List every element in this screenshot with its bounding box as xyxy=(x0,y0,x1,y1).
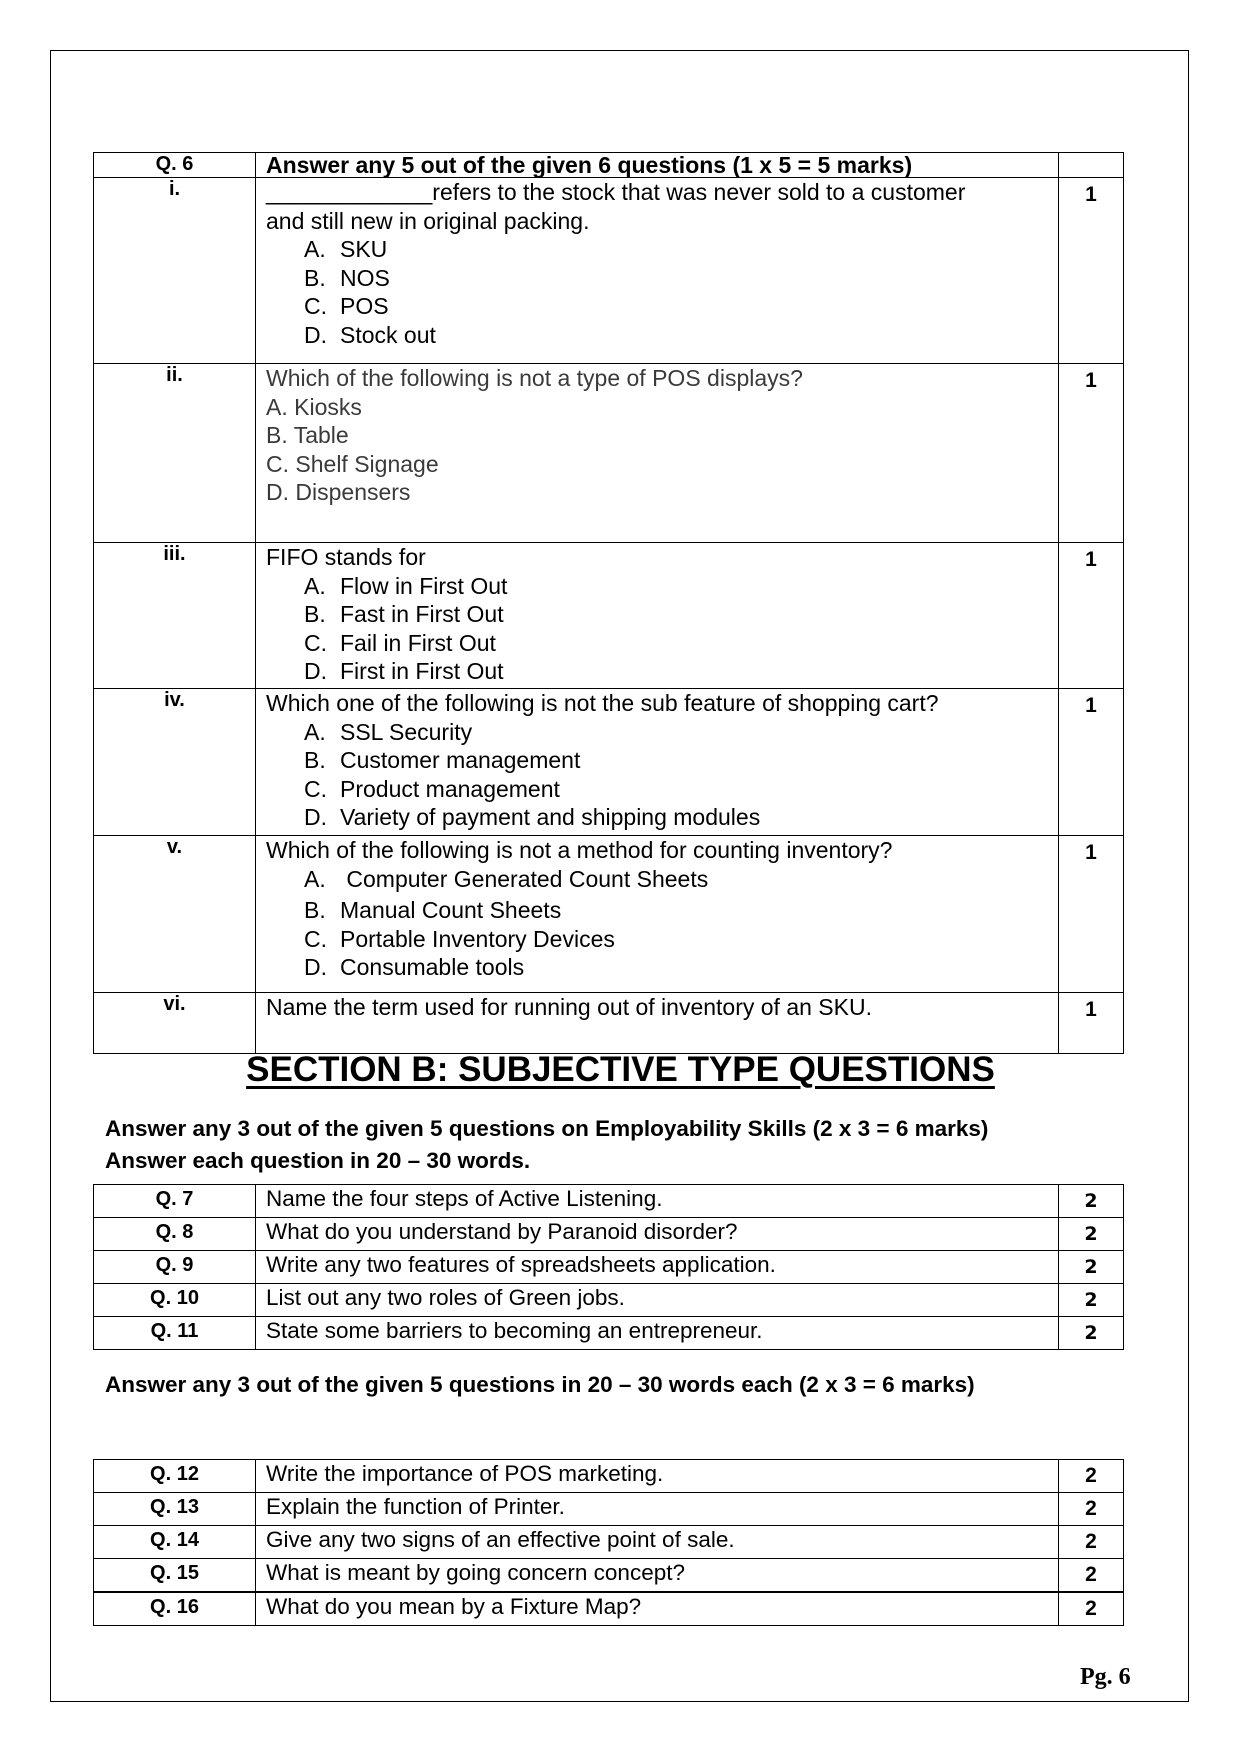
question-text: Write any two features of spreadsheets application. xyxy=(256,1251,1059,1284)
page-number: Pg. 6 xyxy=(1080,1664,1131,1690)
option-b: B. Fast in First Out xyxy=(304,601,504,628)
table-row xyxy=(94,1317,1124,1350)
question-text xyxy=(256,364,1059,543)
marks-value: 1 xyxy=(1059,178,1124,364)
question-text xyxy=(256,543,1059,689)
table-row xyxy=(94,1493,1124,1526)
marks-value: 2 xyxy=(1059,1592,1124,1626)
question-text: List out any two roles of Green jobs. xyxy=(256,1284,1059,1317)
employability-instructions xyxy=(105,1113,988,1177)
option-d: D. Consumable tools xyxy=(304,954,525,981)
table-row xyxy=(94,1185,1124,1218)
question-number: Q. 12 xyxy=(94,1460,256,1493)
marks-value: 1 xyxy=(1059,836,1124,993)
sub-question-number: ii. xyxy=(94,364,256,543)
question-number: Q. 15 xyxy=(94,1559,256,1593)
question-text: Write the importance of POS marketing. xyxy=(256,1460,1059,1493)
option-a: A. Kiosks xyxy=(266,393,362,420)
sub-question-number: i. xyxy=(94,178,256,364)
table-row xyxy=(94,1559,1124,1593)
table-row xyxy=(94,993,1124,1054)
general-instructions: Answer any 3 out of the given 5 questions in 20 – 30 words each (2 x 3 = 6 marks) xyxy=(105,1372,975,1397)
question-number: Q. 7 xyxy=(94,1185,256,1218)
option-a: A. SSL Security xyxy=(304,718,473,745)
option-b: B. Table xyxy=(266,422,349,449)
section-b-title: SECTION B: SUBJECTIVE TYPE QUESTIONS xyxy=(246,1050,995,1089)
option-c: C. Shelf Signage xyxy=(266,450,439,477)
marks-cell xyxy=(1059,153,1124,178)
question-text: Give any two signs of an effective point of sale. xyxy=(256,1526,1059,1559)
option-d: D. Dispensers xyxy=(266,479,411,506)
question-line: Which of the following is not a type of POS displays? xyxy=(266,365,803,391)
option-b: B. NOS xyxy=(304,264,390,291)
table-row xyxy=(94,1460,1124,1493)
table-row xyxy=(94,689,1124,836)
marks-value: 2 xyxy=(1059,1493,1124,1526)
question-number: Q. 6 xyxy=(94,153,256,178)
question-number: Q. 14 xyxy=(94,1526,256,1559)
marks-value: 2 xyxy=(1059,1317,1124,1350)
option-b: B. Customer management xyxy=(304,747,581,774)
table-row xyxy=(94,1218,1124,1251)
question-text: What is meant by going concern concept? xyxy=(256,1559,1059,1593)
question-line: and still new in original packing. xyxy=(266,207,590,234)
sub-question-number: v. xyxy=(94,836,256,993)
q6-instruction: Answer any 5 out of the given 6 questions (1 x 5 = 5 marks) xyxy=(256,153,1059,178)
marks-value: 1 xyxy=(1059,993,1124,1054)
question-number: Q. 8 xyxy=(94,1218,256,1251)
table-row xyxy=(94,1592,1124,1626)
marks-value: 2 xyxy=(1059,1559,1124,1593)
question-text xyxy=(256,178,1059,364)
question-line: FIFO stands for xyxy=(266,544,426,570)
question-number: Q. 13 xyxy=(94,1493,256,1526)
table-row xyxy=(94,1251,1124,1284)
sub-question-number: vi. xyxy=(94,993,256,1054)
table-row xyxy=(94,1284,1124,1317)
option-d: D. First in First Out xyxy=(304,658,504,685)
sub-question-number: iii. xyxy=(94,543,256,689)
marks-value: 2 xyxy=(1059,1218,1124,1251)
option-c: C. POS xyxy=(304,293,389,320)
table-row xyxy=(94,836,1124,993)
instruction-line: Answer any 3 out of the given 5 questions on Employability Skills (2 x 3 = 6 marks) xyxy=(105,1116,989,1141)
question-text: Name the term used for running out of inventory of an SKU. xyxy=(256,993,1059,1054)
employability-questions-table xyxy=(93,1184,1124,1350)
question-text: Explain the function of Printer. xyxy=(256,1493,1059,1526)
question-text xyxy=(256,836,1059,993)
option-c: C. Product management xyxy=(304,775,560,802)
option-a: A. SKU xyxy=(304,236,388,263)
marks-value: 1 xyxy=(1059,543,1124,689)
option-d: D. Stock out xyxy=(304,321,436,348)
subject-questions-table xyxy=(93,1459,1124,1626)
table-row xyxy=(94,364,1124,543)
table-row xyxy=(94,178,1124,364)
question-line: Which of the following is not a method for counting inventory? xyxy=(266,837,893,863)
marks-value: 1 xyxy=(1059,689,1124,836)
option-c: C. Portable Inventory Devices xyxy=(304,925,615,952)
question-text xyxy=(256,689,1059,836)
q6-table xyxy=(93,152,1124,1054)
question-text: What do you understand by Paranoid disorder? xyxy=(256,1218,1059,1251)
marks-value: 2 xyxy=(1059,1460,1124,1493)
marks-value: 2 xyxy=(1059,1185,1124,1218)
question-number: Q. 11 xyxy=(94,1317,256,1350)
question-text: State some barriers to becoming an entrepreneur. xyxy=(256,1317,1059,1350)
table-row xyxy=(94,1526,1124,1559)
question-line: Which one of the following is not the sub feature of shopping cart? xyxy=(266,690,939,716)
instruction-line: Answer each question in 20 – 30 words. xyxy=(105,1148,531,1173)
question-text: Name the four steps of Active Listening. xyxy=(256,1185,1059,1218)
question-number: Q. 16 xyxy=(94,1592,256,1626)
option-a: A. Computer Generated Count Sheets xyxy=(304,865,709,892)
q6-header-row xyxy=(94,153,1124,178)
question-text: What do you mean by a Fixture Map? xyxy=(256,1592,1059,1626)
option-d: D. Variety of payment and shipping modules xyxy=(304,804,761,831)
marks-value: 2 xyxy=(1059,1251,1124,1284)
question-number: Q. 9 xyxy=(94,1251,256,1284)
question-number: Q. 10 xyxy=(94,1284,256,1317)
marks-value: 1 xyxy=(1059,364,1124,543)
option-b: B. Manual Count Sheets xyxy=(304,897,562,924)
question-line: _____________refers to the stock that was never sold to a customer xyxy=(266,179,966,205)
option-c: C. Fail in First Out xyxy=(304,629,496,656)
sub-question-number: iv. xyxy=(94,689,256,836)
marks-value: 2 xyxy=(1059,1284,1124,1317)
table-row xyxy=(94,543,1124,689)
option-a: A. Flow in First Out xyxy=(304,572,508,599)
marks-value: 2 xyxy=(1059,1526,1124,1559)
